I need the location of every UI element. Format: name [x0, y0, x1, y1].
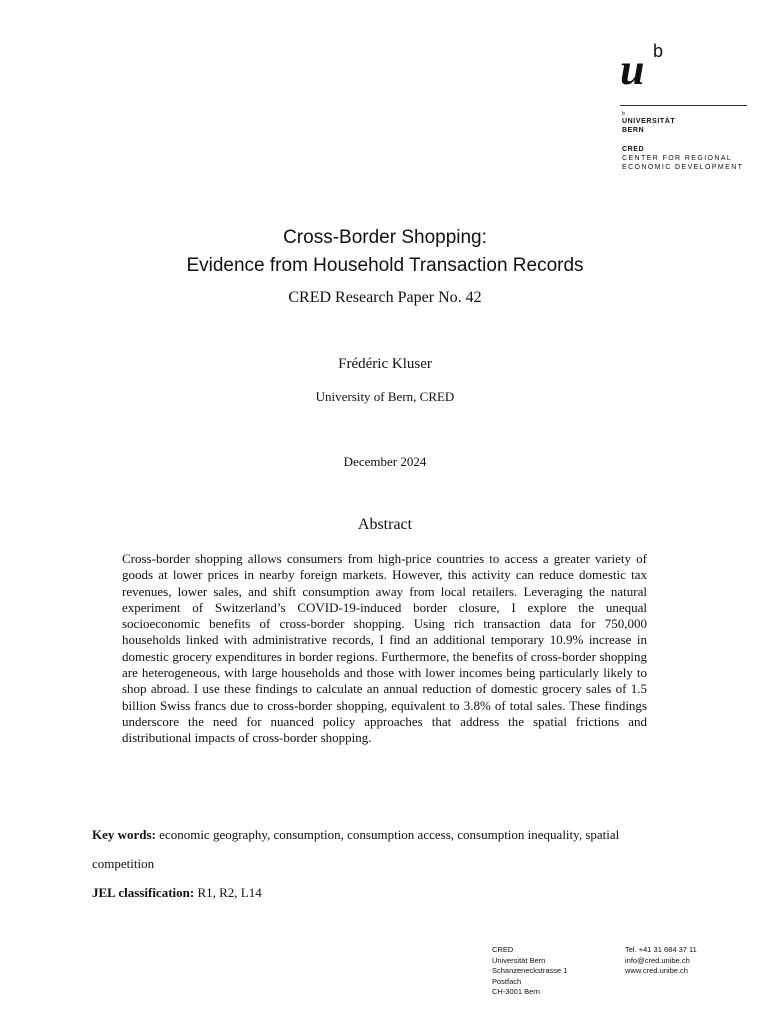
logo-university-line2: BERN — [622, 127, 645, 134]
abstract-text: Cross-border shopping allows consumers from high-price countries to access a greater variety of goods at lower prices in nearby foreign markets. However, this activity can reduce domestic tax revenues, lower sales, and shift consumption away from local retailers. Leveraging the natural experiment of Switzerland’s COVID-19-induced border closure, I explore the unequal socioeconomic benefits of cross-border shopping. Using rich transaction data for 750,000 households linked with administrative records, I find an additional temporary 10.9% increase in domestic grocery expenditures in border regions. Furthermore, the benefits of cross-border shopping are heterogeneous, with large households and those with lower incomes being particularly likely to shop abroad. I use these findings to calculate an annual reduction of domestic grocery sales of 1.5 billion Swiss francs due to cross-border shopping, equivalent to 3.8% of total sales. These findings underscore the need for nuanced policy approaches that address the spatial frictions and distributional impacts of cross-border shopping. — [122, 551, 647, 746]
keywords-label: Key words: — [92, 827, 156, 842]
jel-label: JEL classification: — [92, 885, 195, 900]
footer-address-line: CH-3001 Bern — [492, 987, 540, 996]
footer-address-line: CRED — [492, 945, 514, 954]
logo-dept-line2: ECONOMIC DEVELOPMENT — [622, 164, 744, 171]
keywords-text: economic geography, consumption, consumption access, consumption inequality, spatial competition — [92, 827, 620, 871]
publication-date: December 2024 — [343, 454, 427, 469]
logo-dept-abbr: CRED — [622, 146, 645, 153]
jel-classification — [92, 885, 262, 901]
footer-website: www.cred.unibe.ch — [625, 966, 688, 975]
logo-divider — [620, 105, 747, 106]
paper-title — [0, 224, 770, 280]
logo-letter-b: b — [653, 41, 664, 61]
logo-superscript: b — [622, 111, 625, 117]
footer-email: info@cred.unibe.ch — [625, 955, 690, 965]
jel-codes: R1, R2, L14 — [197, 885, 262, 900]
logo-dept-line1: CENTER FOR REGIONAL — [622, 155, 733, 162]
paper-series: CRED Research Paper No. 42 — [288, 289, 482, 306]
footer-address-line: Postfach — [492, 976, 522, 986]
author-name: Frédéric Kluser — [338, 356, 432, 372]
footer-contact — [625, 945, 697, 977]
footer-address-line: Universität Bern — [492, 955, 546, 965]
abstract-heading: Abstract — [357, 516, 413, 533]
logo-letter-u: u — [620, 45, 645, 94]
footer-phone: Tel. +41 31 684 37 11 — [625, 945, 697, 954]
keywords — [92, 820, 652, 878]
footer-address-line: Schanzeneckstrasse 1 — [492, 966, 568, 975]
title-line-2: Evidence from Household Transaction Records — [186, 255, 584, 276]
title-line-1: Cross-Border Shopping: — [283, 227, 487, 248]
logo-text — [622, 111, 743, 172]
author-affiliation: University of Bern, CRED — [315, 389, 455, 404]
footer-address — [492, 945, 567, 998]
logo-university-line1: UNIVERSITÄT — [622, 118, 676, 125]
